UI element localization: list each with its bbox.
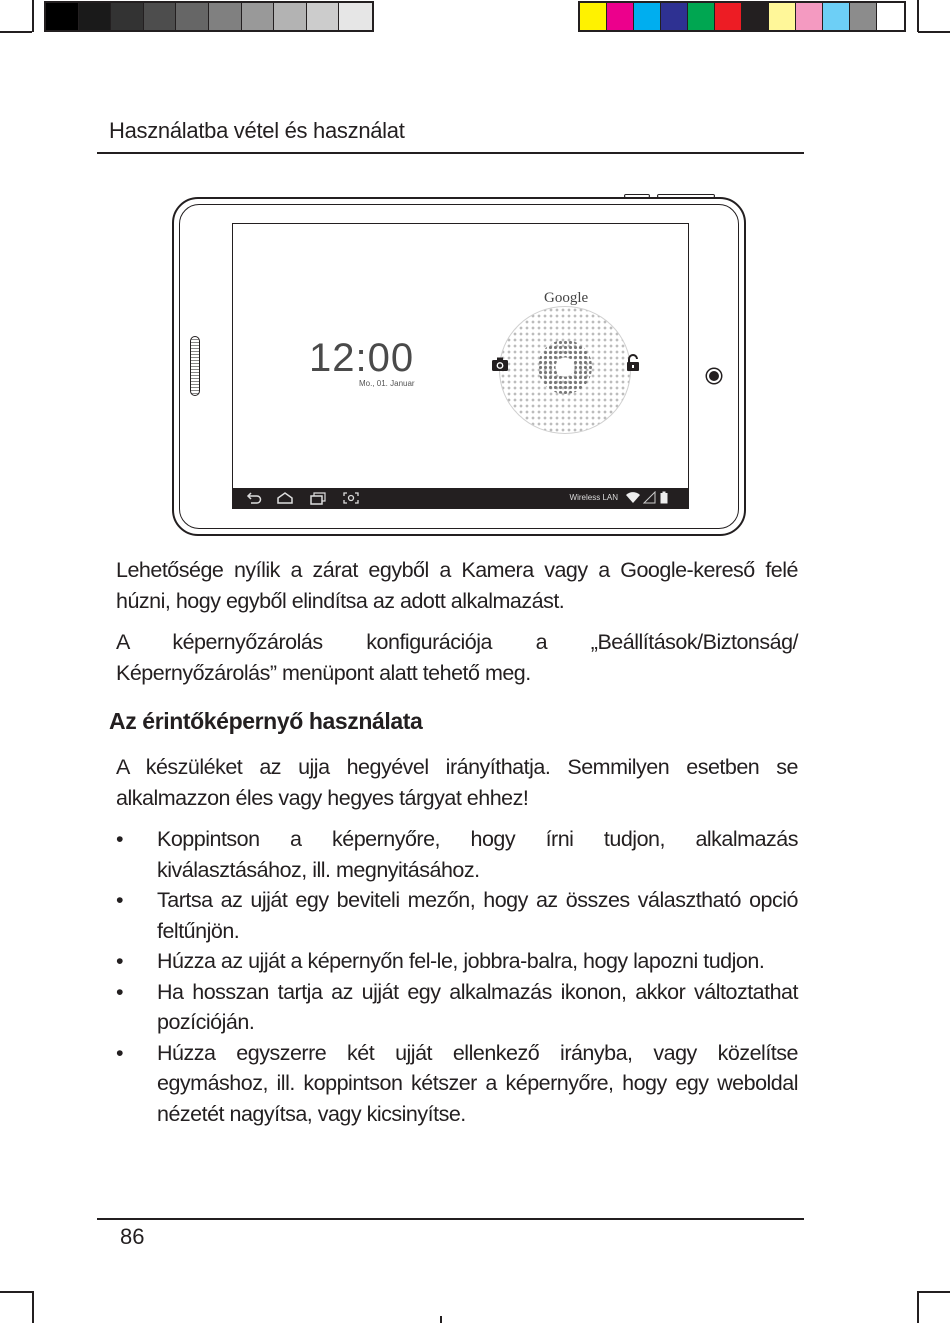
list-item-text: Ha hosszan tartja az ujját egy alkalmazás ikonon, akkor változtathat pozícióján. <box>157 979 798 1034</box>
calibration-swatch <box>209 3 242 30</box>
list-item <box>116 977 798 1038</box>
calibration-swatch <box>769 3 796 30</box>
calibration-swatch <box>307 3 340 30</box>
section-heading: Az érintőképernyő használata <box>109 708 423 734</box>
calibration-swatch <box>607 3 634 30</box>
bullet-marker: • <box>116 888 124 912</box>
calibration-swatch <box>634 3 661 30</box>
crop-mark-bottom-right-h <box>918 1291 950 1293</box>
calibration-swatch <box>144 3 177 30</box>
wlan-status-label: Wireless LAN <box>569 493 618 502</box>
crop-mark-top-left-h <box>0 31 32 33</box>
calibration-swatch <box>850 3 877 30</box>
lock-date: Mo., 01. Januar <box>359 379 415 388</box>
grayscale-calibration-strip <box>44 1 374 32</box>
list-item <box>116 1038 798 1130</box>
recent-apps-icon <box>309 491 327 505</box>
list-item-text: Húzza az ujját a képernyőn fel-le, jobbra-balra, hogy lapozni tudjon. <box>157 949 765 973</box>
calibration-swatch <box>688 3 715 30</box>
bullet-marker: • <box>116 827 124 851</box>
calibration-swatch <box>46 3 79 30</box>
speaker-grille <box>190 336 200 396</box>
bullet-marker: • <box>116 1040 124 1065</box>
unlock-icon <box>626 354 640 372</box>
list-item <box>116 885 798 946</box>
intro-paragraph-1: Lehetősége nyílik a zárat egyből a Kamera vagy a Google-kereső felé húzni, hogy egyből elindítsa az adott alkalmazást. <box>116 558 798 613</box>
calibration-swatch <box>796 3 823 30</box>
calibration-swatch <box>742 3 769 30</box>
usage-bullet-list <box>116 824 798 1129</box>
color-calibration-strip <box>578 1 906 32</box>
bullet-marker: • <box>116 979 124 1004</box>
unlock-handle <box>538 340 592 394</box>
system-navigation-bar <box>233 488 688 508</box>
list-item-text: Húzza egyszerre két ujját ellenkező irányba, vagy közelítse egymáshoz, ill. koppintson kétszer a képernyőre, hogy egy weboldal nézetét nagyítsa, vagy kicsinyítse. <box>157 1040 798 1126</box>
google-target-label: Google <box>544 290 589 306</box>
crop-mark-bottom-center <box>440 1316 442 1323</box>
back-icon <box>245 491 263 505</box>
front-camera-lens <box>707 369 721 383</box>
intro-paragraph-2: A képernyőzárolás konfigurációja a „Beállítások/Biztonság/ Képernyőzárolás” menüpont alatt tehető meg. <box>116 630 798 685</box>
bullet-marker: • <box>116 949 124 973</box>
calibration-swatch <box>661 3 688 30</box>
header-rule <box>97 152 804 154</box>
page-number: 86 <box>120 1224 145 1249</box>
calibration-swatch <box>242 3 275 30</box>
crop-mark-bottom-right-v <box>917 1291 919 1323</box>
crop-mark-bottom-left-v <box>32 1291 34 1323</box>
signal-icon <box>643 491 656 504</box>
crop-mark-bottom-left-h <box>0 1291 32 1293</box>
calibration-swatch <box>274 3 307 30</box>
crop-mark-top-right-v <box>917 0 919 32</box>
calibration-swatch <box>176 3 209 30</box>
list-item <box>116 824 798 885</box>
crop-mark-top-right-h <box>918 31 950 33</box>
screenshot-icon <box>342 491 360 505</box>
running-header: Használatba vétel és használat <box>109 118 405 143</box>
camera-icon <box>491 356 509 372</box>
calibration-swatch <box>111 3 144 30</box>
section-paragraph: A készüléket az ujja hegyével irányíthatja. Semmilyen esetben se alkalmazzon éles vagy hegyes tárgyat ehhez! <box>116 755 798 810</box>
footer-rule <box>97 1218 804 1220</box>
crop-mark-top-left-v <box>32 0 34 32</box>
wifi-icon <box>625 491 641 504</box>
lock-clock: 12:00 <box>309 336 415 380</box>
calibration-swatch <box>823 3 850 30</box>
calibration-swatch <box>877 3 904 30</box>
list-item-text: Koppintson a képernyőre, hogy írni tudjon, alkalmazás kiválasztásához, ill. megnyitásához. <box>157 827 798 882</box>
battery-icon <box>660 491 668 504</box>
calibration-swatch <box>339 3 372 30</box>
home-icon <box>276 491 294 505</box>
list-item <box>116 946 798 977</box>
list-item-text: Tartsa az ujját egy beviteli mezőn, hogy az összes választható opció feltűnjön. <box>157 888 798 943</box>
calibration-swatch <box>715 3 742 30</box>
tablet-lock-screen <box>232 223 689 509</box>
calibration-swatch <box>580 3 607 30</box>
calibration-swatch <box>79 3 112 30</box>
